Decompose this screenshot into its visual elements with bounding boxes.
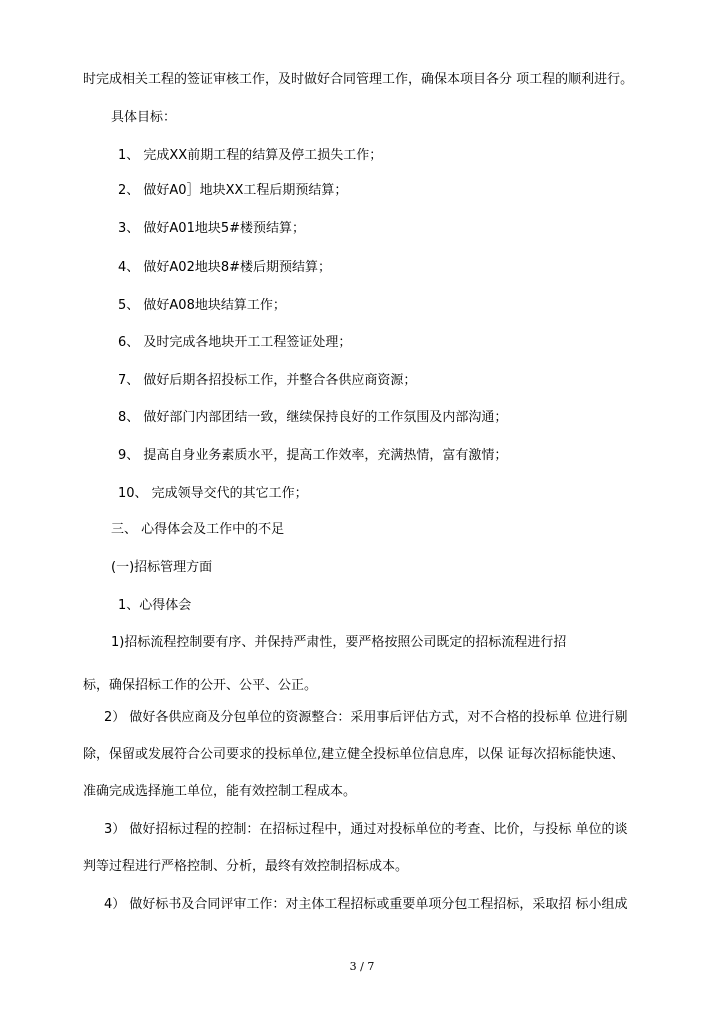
paragraph-line: 判等过程进行严格控制、分析，最终有效控制招标成本。	[83, 859, 409, 874]
list-item: 2、 做好A0］地块XX工程后期预结算；	[118, 183, 348, 198]
list-item: 6、 及时完成各地块开工工程签证处理；	[118, 335, 352, 350]
paragraph-line: 1)招标流程控制要有序、并保持严肃性，要严格按照公司既定的招标流程进行招	[111, 635, 567, 650]
paragraph-line: 3） 做好招标过程的控制：在招标过程中，通过对投标单位的考查、比价，与投标 单位的谈	[104, 822, 628, 837]
page-number: 3 / 7	[349, 960, 375, 973]
paragraph-line: 标，确保招标工作的公开、公平、公正。	[83, 678, 318, 693]
list-item: 1、 完成XX前期工程的结算及停工损失工作；	[118, 148, 383, 163]
list-item: 9、 提高自身业务素质水平，提高工作效率，充满热情，富有激情；	[118, 448, 508, 463]
list-item: 4、 做好A02地块8#楼后期预结算；	[118, 260, 332, 275]
paragraph-line: 除，保留或发展符合公司要求的投标单位,建立健全投标单位信息库，以保 证每次招标能快速、	[83, 747, 625, 762]
list-item: 5、 做好A08地块结算工作；	[118, 298, 286, 313]
paragraph-line: 2） 做好各供应商及分包单位的资源整合：采用事后评估方式，对不合格的投标单 位进行剔	[104, 710, 628, 725]
list-item: 10、 完成领导交代的其它工作；	[118, 486, 308, 501]
paragraph-line: 时完成相关工程的签证审核工作，及时做好合同管理工作，确保本项目各分 项工程的顺利进行。	[83, 72, 634, 87]
subsection-heading: (一)招标管理方面	[111, 560, 213, 575]
list-item: 7、 做好后期各招投标工作，并整合各供应商资源；	[118, 373, 417, 388]
paragraph-line: 4） 做好标书及合同评审工作：对主体工程招标或重要单项分包工程招标，采取招 标小组成	[104, 897, 628, 912]
section-heading: 三、 心得体会及工作中的不足	[111, 522, 285, 537]
subsection-heading: 1、心得体会	[118, 598, 192, 613]
section-heading: 具体目标：	[111, 110, 177, 125]
paragraph-line: 准确完成选择施工单位，能有效控制工程成本。	[83, 784, 357, 799]
list-item: 3、 做好A01地块5#楼预结算；	[118, 221, 306, 236]
list-item: 8、 做好部门内部团结一致，继续保持良好的工作氛围及内部沟通；	[118, 410, 508, 425]
